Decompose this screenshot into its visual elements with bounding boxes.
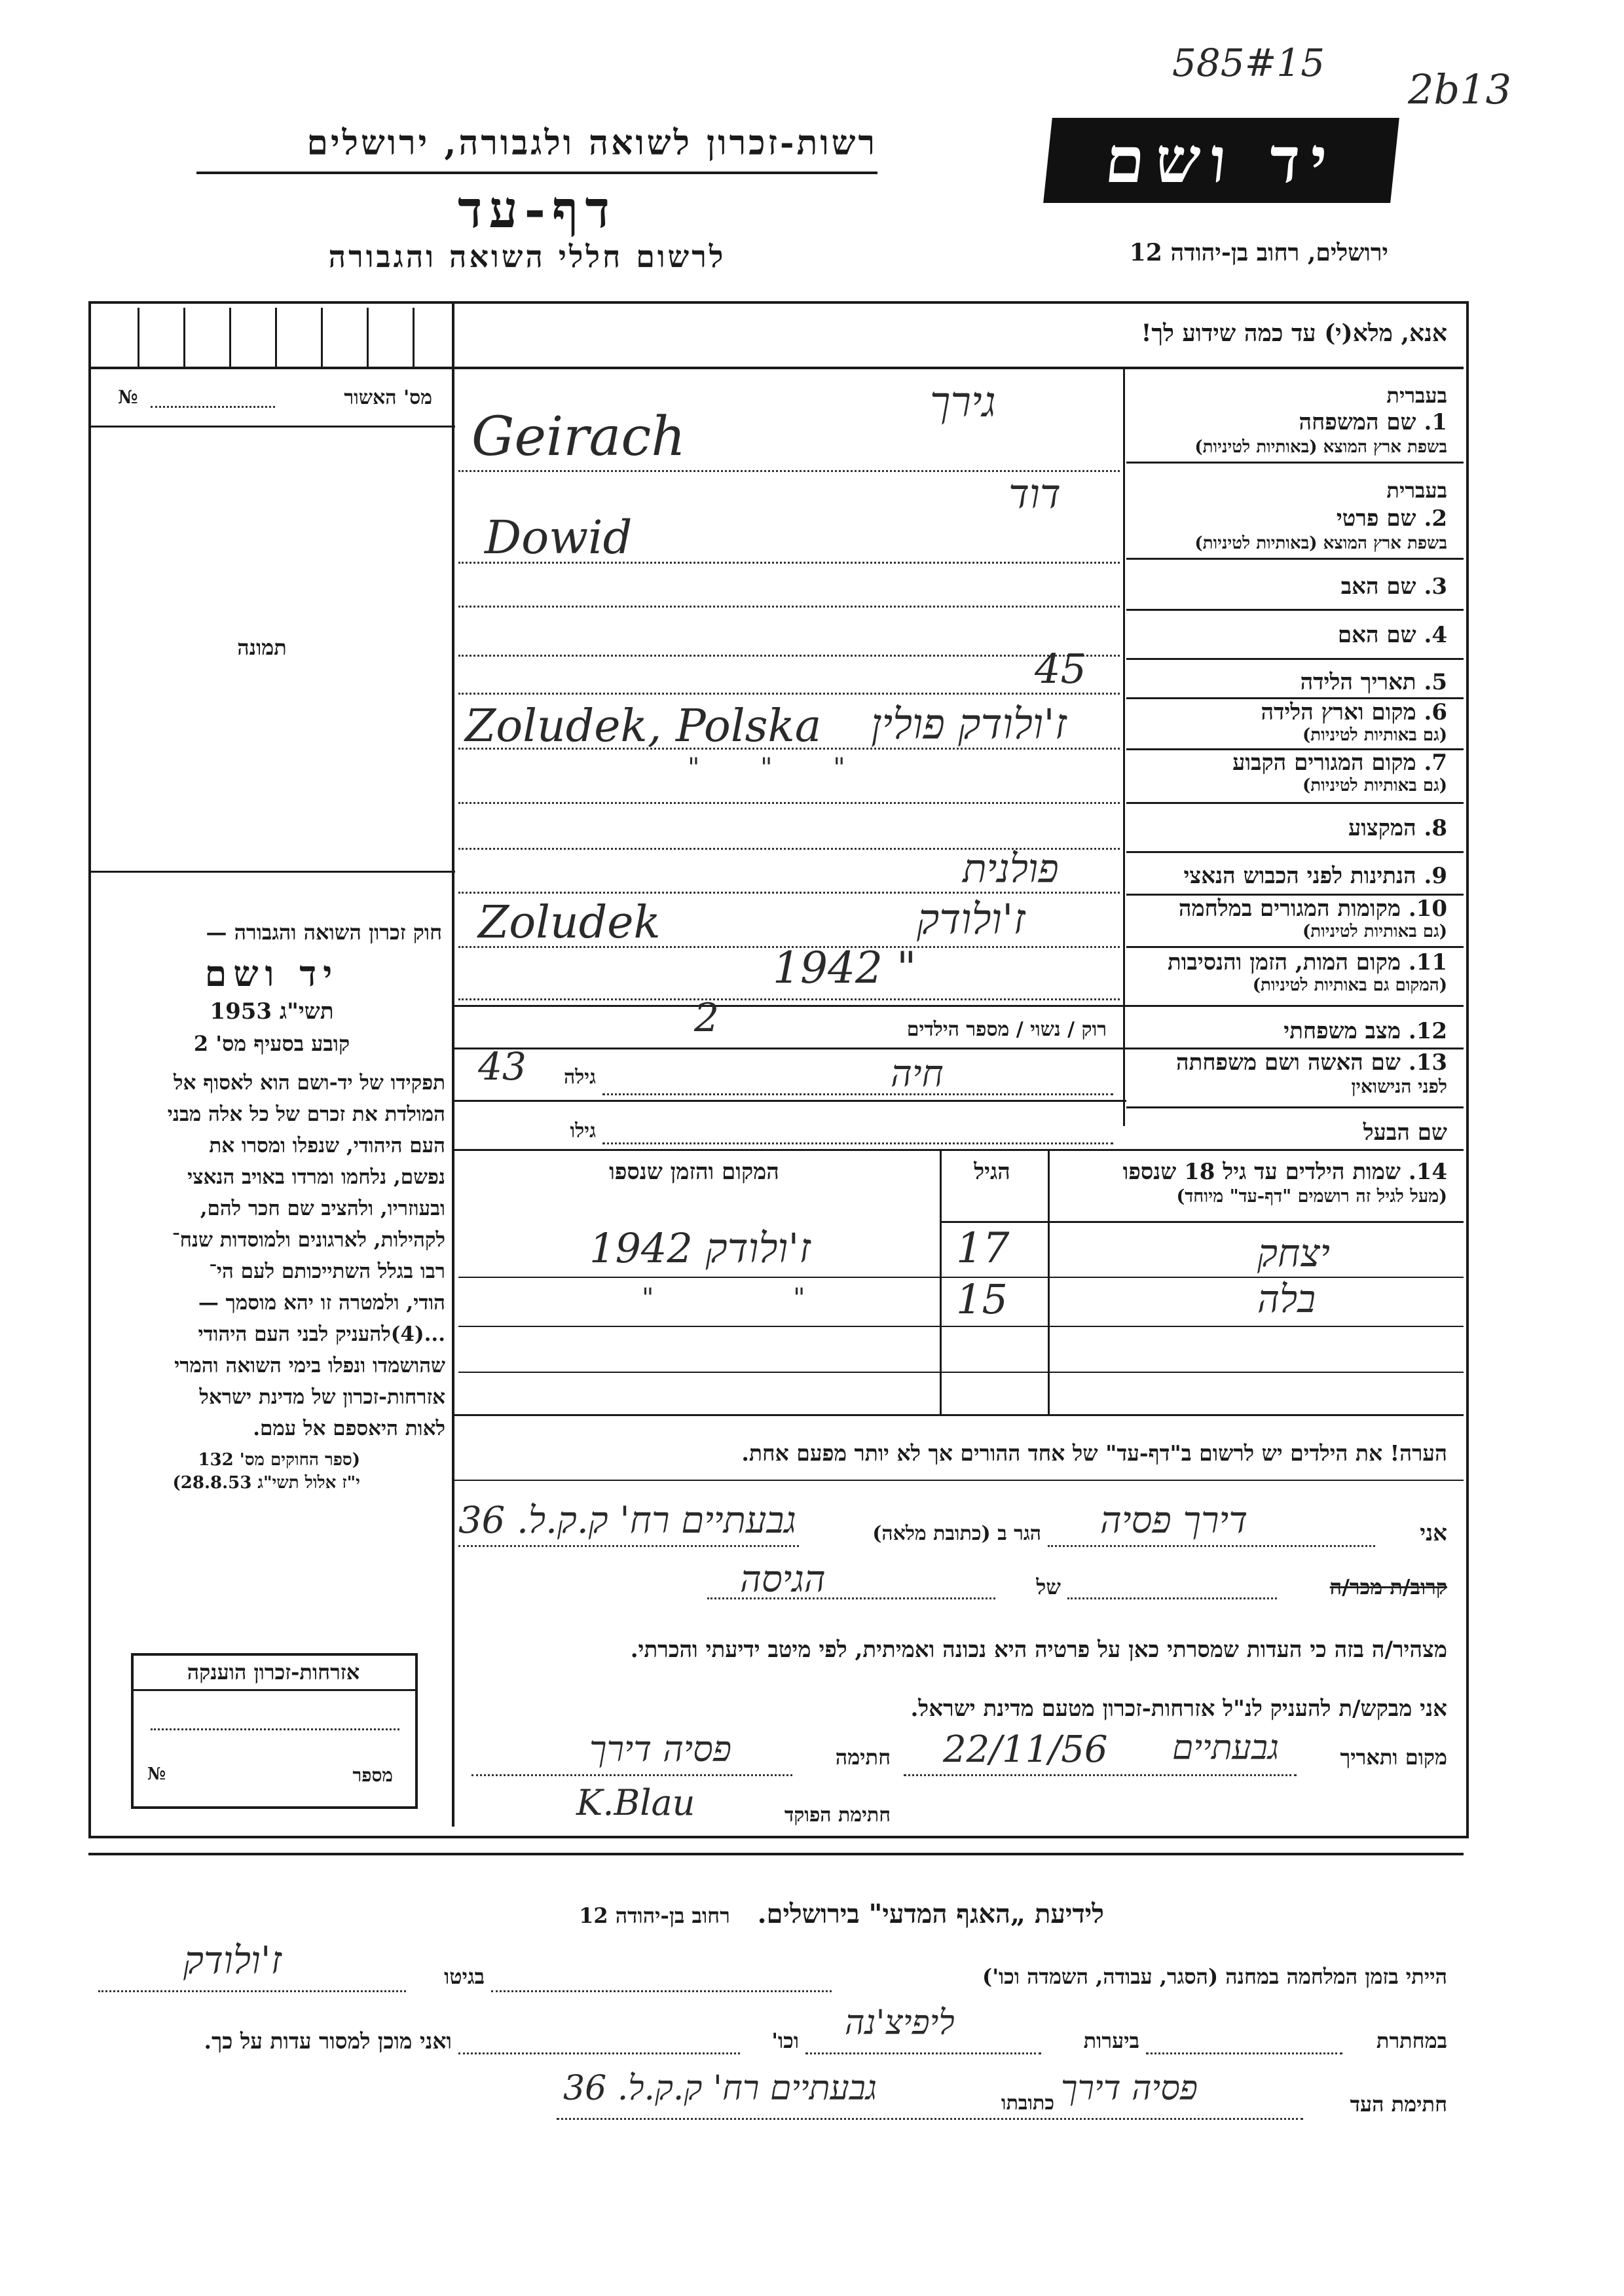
field-11-label — [1139, 949, 1447, 975]
law-line1: חוק זכרון השואה והגבורה — — [206, 920, 442, 945]
birthplace-latin: Zoludek, Polska — [465, 701, 822, 752]
form-subtitle: לרשום חללי השואה והגבורה — [328, 239, 726, 274]
child1-name: יצחק — [1257, 1231, 1330, 1275]
field-11-text: מקום המות, הזמן והנסיבות — [1167, 949, 1401, 975]
surname-hebrew: גירך — [930, 378, 996, 427]
children-count: 2 — [694, 995, 720, 1041]
field-5-label — [1139, 669, 1447, 695]
witness-address: גבעתיים רח' ק.ק.ל. 36 — [458, 1499, 796, 1542]
witness-sig-2: פסיה דירך — [1061, 2069, 1198, 2108]
bottom-etc: וכו' — [771, 2028, 799, 2053]
sign-place: גבעתיים — [1172, 1728, 1280, 1768]
field-10-label — [1139, 896, 1447, 922]
husband-age-label: גילו — [570, 1120, 596, 1142]
nationality-value: פולנית — [963, 846, 1059, 892]
law-clause: קובע בסעיף מס' 2 — [193, 1031, 350, 1056]
first-name-latin: Dowid — [485, 511, 633, 564]
officer-signature: K.Blau — [576, 1782, 695, 1823]
field-6-num: 6. — [1424, 699, 1447, 725]
field-14-num: 14. — [1408, 1159, 1447, 1185]
camp-value: ז'ולודק — [183, 1938, 282, 1982]
child2-place: " " — [642, 1283, 871, 1313]
field-4-num: 4. — [1424, 622, 1447, 648]
birth-value: 45 — [1035, 645, 1086, 693]
law-line: לקהילות, לארגונים ולמוסדות שנח־ — [172, 1228, 445, 1252]
citizenship-number: מספר — [352, 1764, 393, 1786]
field-13-label — [1139, 1049, 1447, 1076]
field-9-label — [1139, 863, 1447, 889]
decl-resident: הגר ב (כתובת מלאה) — [872, 1522, 1041, 1545]
decl-request: אני מבקש/ת להעניק לנ"ל אזרחות-זכרון מטעם מדינת ישראל. — [910, 1696, 1447, 1722]
approval-label: מס' האשור — [344, 386, 432, 409]
field-14-text: שמות הילדים עד גיל 18 שנספו — [1122, 1159, 1401, 1185]
surname-latin: Geirach — [471, 406, 686, 468]
decl-signature: חתימה — [835, 1745, 891, 1770]
field-10-text: מקומות המגורים במלחמה — [1178, 896, 1401, 922]
law-line: ...(4)להעניק לבני העם היהודי — [198, 1322, 445, 1346]
law-year: תשי"ג 1953 — [210, 998, 334, 1025]
yad-vashem-logo — [1043, 118, 1399, 203]
marital-options: רוק / נשוי / מספר הילדים — [906, 1018, 1107, 1041]
decl-place-date: מקום ותאריך — [1340, 1745, 1447, 1770]
field-7-label — [1139, 750, 1447, 776]
bottom-address-lbl: כתובתו — [1001, 2092, 1054, 2115]
citizenship-title: אזרחות-זכרון הוענקה — [187, 1660, 360, 1685]
witness-signature: פסיה דירך — [589, 1728, 732, 1770]
law-line: אזרחות-זכרון של מדינת ישראל — [199, 1385, 445, 1409]
field-2-text: שם פרטי — [1336, 505, 1416, 532]
child2-age: 15 — [956, 1275, 1008, 1323]
relation-value: הגיסה — [740, 1558, 826, 1601]
field-1-label — [1139, 409, 1447, 435]
field-5-text: תאריך הלידה — [1300, 669, 1416, 695]
bottom-ghetto: בגיטו — [444, 1964, 485, 1989]
sign-date: 22/11/56 — [943, 1728, 1108, 1771]
decl-officer: חתימת הפוקד — [784, 1804, 891, 1827]
law-line: העם היהודי, שנפלו ומסרו את — [209, 1134, 445, 1157]
wartime-latin: Zoludek — [478, 897, 661, 949]
field-11-sub: (המקום גם באותיות לטיניות) — [1252, 975, 1447, 995]
field-12-num: 12. — [1408, 1018, 1447, 1044]
birthplace-hebrew: ז'ולודק פולין — [871, 701, 1067, 749]
law-paragraph — [98, 1067, 445, 1444]
child1-age: 17 — [956, 1224, 1010, 1273]
field-10-num: 10. — [1408, 896, 1447, 922]
bottom-partisans: במחתרת — [1376, 2028, 1447, 2053]
first-name-hebrew: דוד — [1008, 470, 1061, 518]
field-6-label — [1139, 699, 1447, 725]
field-2-num: 2. — [1424, 505, 1447, 532]
law-line: שהושמדו ונפלו בימי השואה והמרי — [174, 1354, 445, 1377]
bottom-witness-sig: חתימת העד — [1350, 2092, 1447, 2117]
field-7-sub: (גם באותיות לטיניות) — [1302, 776, 1447, 795]
bottom-line1: הייתי בזמן המלחמה במחנה (הסגר, עבודה, השמדה וכו') — [982, 1964, 1447, 1989]
field-2-label — [1139, 505, 1447, 532]
address-header: ירושלים, רחוב בן-יהודה 12 — [1129, 239, 1388, 266]
children-note: הערה! את הילדים יש לרשום ב"דף-עד" של אחד ההורים אך לא יותר מפעם אחת. — [741, 1440, 1447, 1466]
decl-statement: מצהיר/ה בזה כי העדות שמסרתי כאן על פרטיה היא נכונה ואמיתית, לפי מיטב ידיעתי והכרתי. — [630, 1637, 1447, 1663]
field-13-num: 13. — [1408, 1049, 1447, 1076]
child1-place: ז'ולודק 1942 — [589, 1224, 811, 1272]
field-3-text: שם האב — [1340, 574, 1416, 600]
photo-label: תמונה — [237, 635, 287, 660]
field-9-text: הנתינות לפני הכבוש הנאצי — [1183, 863, 1416, 889]
field-8-text: המקצוע — [1348, 815, 1416, 841]
field-3-label — [1139, 574, 1447, 600]
law-line: לאות היאספם אל עמם. — [253, 1417, 445, 1440]
law-line: רבו בגלל השתייכותם לעם הי־ — [209, 1260, 445, 1283]
field-4-label — [1139, 622, 1447, 648]
field-1-tag: בעברית — [1386, 383, 1447, 408]
field-11-num: 11. — [1408, 949, 1447, 975]
law-line: המולדת את זכרם של כל אלה מבני — [167, 1102, 445, 1126]
law-logo: יד ושם — [204, 953, 339, 994]
law-ref2: י"ז אלול תשי"ג 28.8.53) — [172, 1473, 360, 1493]
instructions: אנא, מלא(י) עד כמה שידוע לך! — [1141, 319, 1447, 347]
law-line: הודי, ולמטרה זו יהא מוסמך — — [198, 1291, 445, 1315]
witness-address-2: גבעתיים רח' ק.ק.ל. 36 — [563, 2069, 877, 2108]
logo-text: יד ושם — [1101, 123, 1341, 197]
field-10-sub: (גם באותיות לטיניות) — [1302, 922, 1447, 941]
bottom-ready: ואני מוכן למסור עדות על כך. — [204, 2028, 452, 2054]
law-line: תפקידו של יד-ושם הוא לאסוף אל — [174, 1071, 445, 1095]
field-5-num: 5. — [1424, 669, 1447, 695]
age-col-header: הגיל — [974, 1159, 1010, 1185]
approval-no: № — [118, 386, 138, 408]
law-line: נפשם, נלחמו ומרדו באויב הנאצי — [187, 1165, 445, 1189]
decl-relative: קרוב/ת מכר/ה — [1329, 1575, 1447, 1599]
field-9-num: 9. — [1424, 863, 1447, 889]
field-2-tag: בעברית — [1386, 478, 1447, 503]
husband-label: שם הבעל — [1363, 1120, 1447, 1146]
field-13-text: שם האשה ושם משפחתה — [1176, 1049, 1401, 1076]
wife-age-label: גילה — [563, 1066, 596, 1089]
field-14-label — [1048, 1159, 1447, 1185]
field-7-num: 7. — [1424, 750, 1447, 776]
field-12-text: מצב משפחתי — [1283, 1018, 1401, 1044]
law-line: ובעוזריו, ולהציב שם חכר להם, — [200, 1197, 445, 1220]
authority-title: רשות-זכרון לשואה ולגבורה, ירושלים — [306, 123, 877, 163]
death-value: 1942 " — [773, 943, 917, 993]
wartime-hebrew: ז'ולודק — [917, 896, 1025, 944]
field-7-text: מקום המגורים הקבוע — [1232, 750, 1416, 776]
decl-of: של — [1036, 1575, 1061, 1599]
field-2-sub: בשפת ארץ המוצא (באותיות לטיניות) — [1194, 534, 1447, 553]
field-1-sub: בשפת ארץ המוצא (באותיות לטיניות) — [1194, 437, 1447, 457]
form-title: דף-עד — [458, 180, 616, 240]
decl-i-am: אני — [1420, 1520, 1447, 1546]
law-ref1: (ספר החוקים מס' 132 — [198, 1450, 360, 1470]
page-number-top: 585#15 — [1172, 41, 1325, 85]
field-8-num: 8. — [1424, 815, 1447, 841]
bottom-title-text: לידיעת „האגף המדעי" בירושלים. — [757, 1899, 1104, 1929]
field-6-sub: (גם באותיות לטיניות) — [1302, 725, 1447, 745]
field-8-label — [1139, 815, 1447, 841]
bottom-title — [498, 1899, 1185, 1929]
place-col-header: המקום והזמן שנספו — [609, 1159, 779, 1185]
field-13-sub: לפני הנישואין — [1351, 1076, 1447, 1097]
bottom-forests: ביערות — [1083, 2028, 1139, 2053]
page-number-corner: 2b13 — [1408, 65, 1512, 113]
field-1-num: 1. — [1424, 409, 1447, 435]
field-12-label — [1139, 1018, 1447, 1044]
wife-age: 43 — [478, 1044, 526, 1089]
field-1-text: שם המשפחה — [1299, 409, 1416, 435]
residence-ditto: " " " — [688, 753, 872, 783]
citizenship-no: № — [147, 1764, 166, 1784]
wife-name: חיה — [891, 1053, 944, 1095]
forest-value: ליפיצ'נה — [845, 2003, 955, 2043]
field-6-text: מקום וארץ הלידה — [1261, 699, 1416, 725]
field-14-sub: (מעל לגיל זה רושמים "דף-עד" מיוחד) — [1176, 1186, 1447, 1207]
field-3-num: 3. — [1424, 574, 1447, 600]
field-4-text: שם האם — [1337, 622, 1416, 648]
witness-name: דירך פסיה — [1100, 1499, 1248, 1542]
child2-name: בלה — [1257, 1277, 1316, 1321]
bottom-address: רחוב בן-יהודה 12 — [579, 1903, 730, 1928]
